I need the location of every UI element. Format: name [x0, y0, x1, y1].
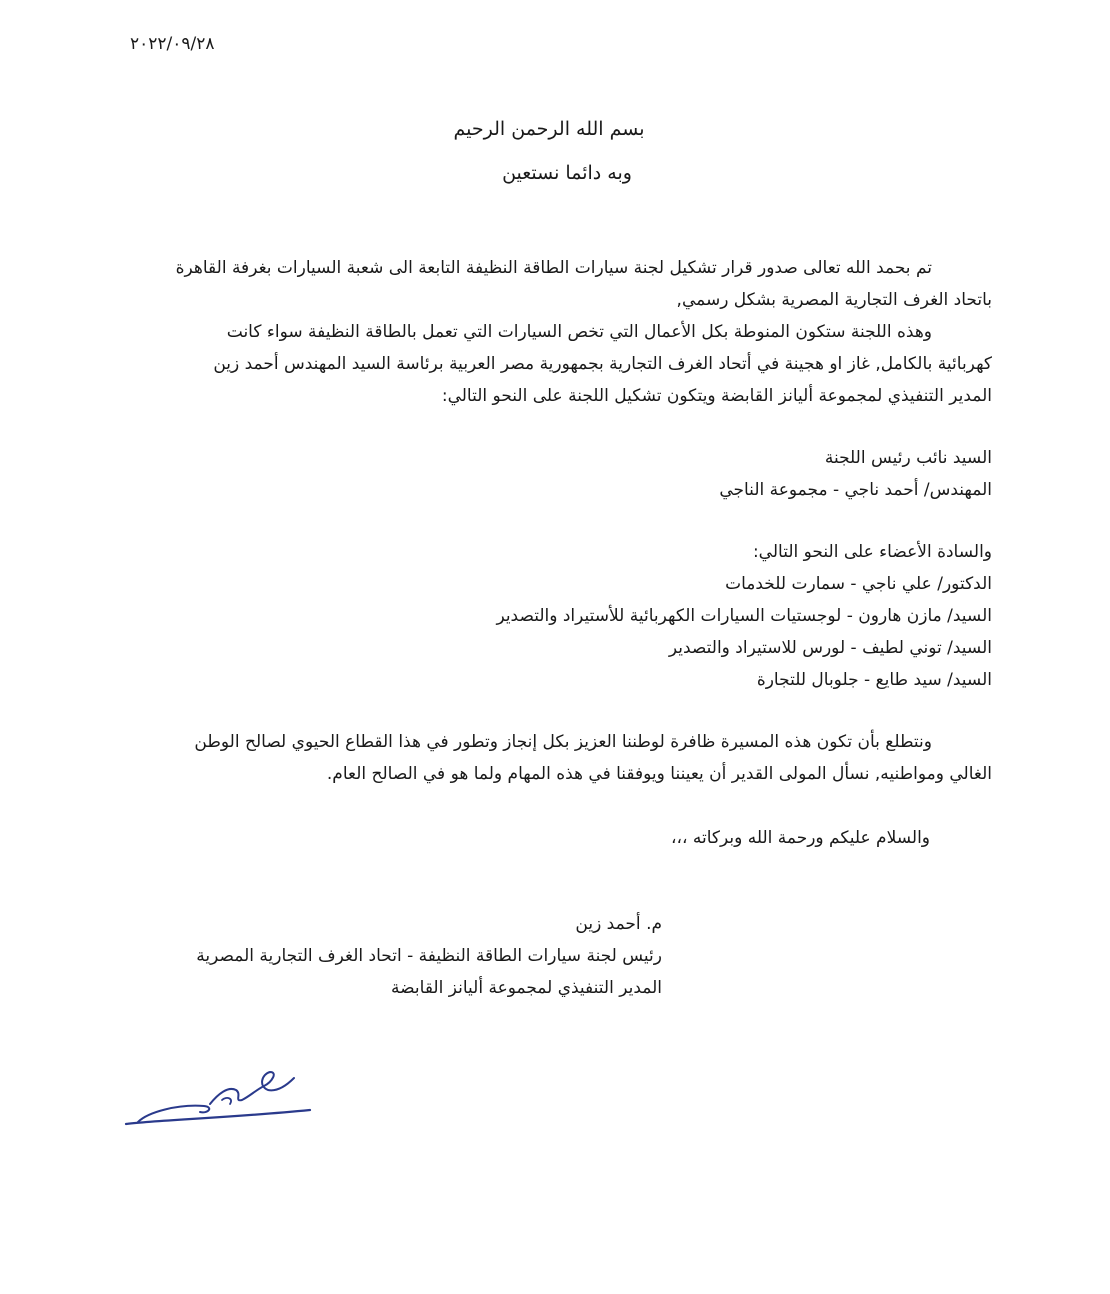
- letter-date: ٢٠٢٢/٠٩/٢٨: [130, 34, 215, 54]
- closing-salutation: [130, 822, 930, 854]
- paragraph-line: وهذه اللجنة ستكون المنوطة بكل الأعمال التي تخص السيارات التي تعمل بالطاقة النظيفة سواء كانت: [226, 322, 932, 342]
- signatory-name: م. أحمد زين: [575, 914, 662, 934]
- basmala-line: بسم الله الرحمن الرحيم: [453, 118, 645, 140]
- paragraph-line: كهربائية بالكامل, غاز او هجينة في أتحاد الغرف التجارية بجمهورية مصر العربية برئاسة السيد المهندس أحمد زين: [213, 354, 992, 374]
- handwritten-signature: [118, 1060, 318, 1134]
- paragraph-line: تم بحمد الله تعالى صدور قرار تشكيل لجنة سيارات الطاقة النظيفة التابعة الى شعبة السيارات بغرفة القاهرة: [175, 258, 932, 278]
- closing-paragraph: [130, 726, 992, 790]
- member-item: السيد/ مازن هارون - لوجستيات السيارات الكهربائية للأستيراد والتصدير: [496, 606, 992, 626]
- vice-president-name: المهندس/ أحمد ناجي - مجموعة الناجي: [719, 480, 992, 500]
- member-item: السيد/ توني لطيف - لورس للاستيراد والتصدير: [668, 638, 992, 658]
- paragraph-line: الغالي ومواطنيه, نسأل المولى القدير أن يعيننا ويوفقنا في هذه المهام ولما هو في الصالح العام.: [326, 764, 992, 784]
- paragraph-line: المدير التنفيذي لمجموعة أليانز القابضة ويتكون تشكيل اللجنة على النحو التالي:: [441, 386, 992, 406]
- salutation-text: والسلام عليكم ورحمة الله وبركاته ،،،: [671, 828, 930, 848]
- paragraph-line: باتحاد الغرف التجارية المصرية بشكل رسمي,: [676, 290, 992, 310]
- member-item: السيد/ سيد طايع - جلوبال للتجارة: [756, 670, 992, 690]
- signatory-block: [102, 908, 662, 1004]
- paragraph-line: ونتطلع بأن تكون هذه المسيرة ظافرة لوطننا العزيز بكل إنجاز وتطور في هذا القطاع الحيوي لصالح الوطن: [194, 732, 932, 752]
- signatory-title: رئيس لجنة سيارات الطاقة النظيفة - اتحاد الغرف التجارية المصرية: [196, 946, 662, 966]
- basmala-subline: وبه دائما نستعين: [502, 162, 632, 184]
- members-section: [130, 536, 992, 696]
- vice-president-section: [130, 442, 992, 506]
- member-item: الدكتور/ علي ناجي - سمارت للخدمات: [725, 574, 992, 594]
- members-intro: والسادة الأعضاء على النحو التالي:: [752, 542, 992, 562]
- vice-president-title: السيد نائب رئيس اللجنة: [824, 448, 992, 468]
- signatory-title: المدير التنفيذي لمجموعة أليانز القابضة: [391, 978, 662, 998]
- intro-paragraph: [130, 252, 992, 412]
